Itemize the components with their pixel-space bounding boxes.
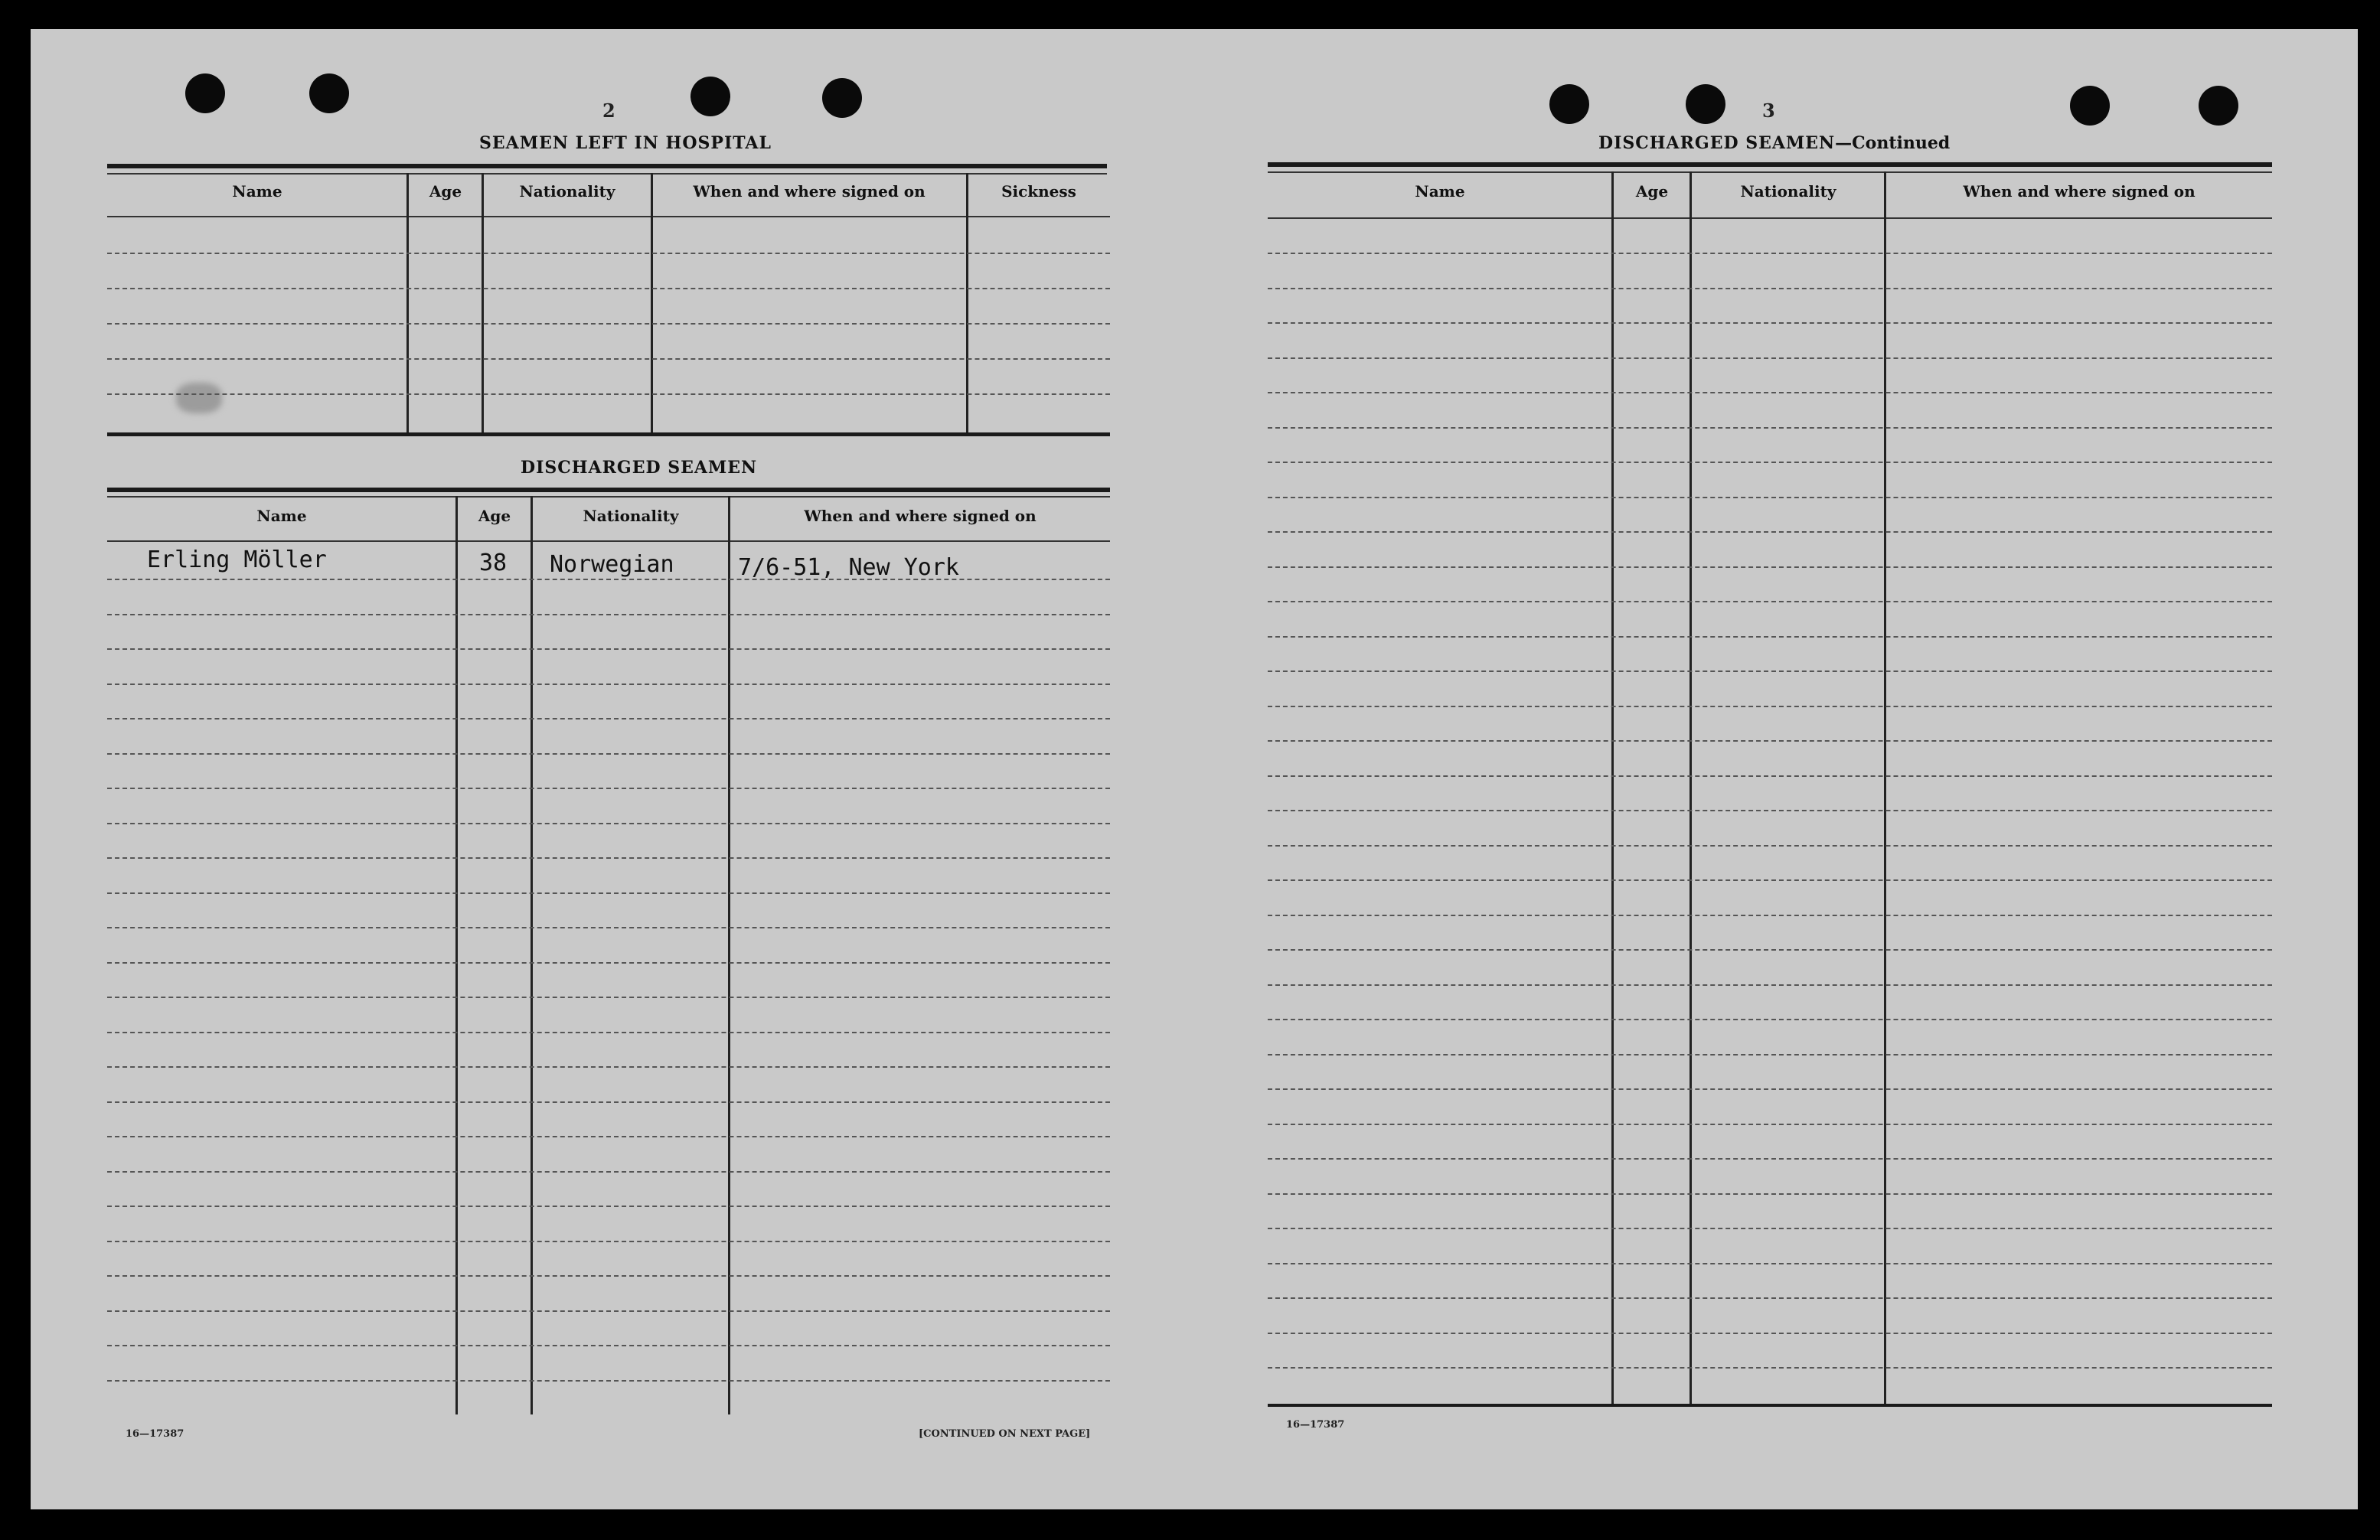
row-rule [107, 788, 1110, 789]
row-rule [107, 1066, 1110, 1068]
row-rule [1268, 1228, 2272, 1229]
row-rule [1268, 949, 2272, 951]
row-rule [107, 358, 1110, 360]
divider [107, 164, 1107, 168]
row-rule [1268, 1333, 2272, 1334]
title-suffix: —Continued [1835, 133, 1951, 153]
row-rule [1268, 601, 2272, 602]
row-rule [1268, 392, 2272, 393]
row-rule [107, 393, 1110, 395]
divider [107, 173, 1107, 175]
row-rule [107, 997, 1110, 998]
row-rule [1268, 706, 2272, 707]
discharged-section-title: DISCHARGED SEAMEN [521, 458, 758, 478]
row-rule [1268, 1263, 2272, 1264]
seaman-signed-on: 7/6-51, New York [738, 554, 959, 581]
row-rule [1268, 1158, 2272, 1160]
row-rule [107, 927, 1110, 928]
row-rule [1268, 810, 2272, 811]
form-number: 16—17387 [1286, 1419, 1345, 1431]
row-rule [107, 1380, 1110, 1382]
column-header-name: Name [232, 182, 282, 201]
row-rule [107, 684, 1110, 685]
row-rule [107, 1275, 1110, 1277]
row-rule [1268, 1193, 2272, 1195]
divider [1268, 171, 2272, 173]
row-rule [1268, 636, 2272, 638]
column-header-age: Age [1635, 182, 1669, 201]
form-number: 16—17387 [126, 1428, 184, 1440]
column-header-sickness: Sickness [1001, 182, 1076, 201]
row-rule [1268, 253, 2272, 254]
row-rule [1268, 740, 2272, 742]
punch-hole [309, 73, 349, 113]
column-header-signed-on: When and where signed on [693, 182, 926, 201]
row-rule [107, 892, 1110, 894]
column-header-nationality: Nationality [583, 507, 679, 525]
row-rule [107, 1310, 1110, 1312]
row-rule [107, 1345, 1110, 1346]
row-rule [1268, 1367, 2272, 1369]
punch-hole [185, 73, 225, 113]
row-rule [107, 823, 1110, 824]
divider [1268, 162, 2272, 167]
row-rule [107, 857, 1110, 859]
row-rule [107, 1101, 1110, 1103]
row-rule [1268, 915, 2272, 916]
row-rule [1268, 427, 2272, 429]
punch-hole [1549, 84, 1589, 124]
row-rule [107, 253, 1110, 254]
row-rule [1268, 531, 2272, 533]
row-rule [1268, 497, 2272, 498]
punch-hole [690, 77, 730, 116]
row-rule [1268, 845, 2272, 847]
punch-hole [2199, 86, 2238, 126]
column-header-age: Age [429, 182, 462, 201]
row-rule [1268, 670, 2272, 672]
row-rule [1268, 1124, 2272, 1125]
page-number: 2 [602, 100, 615, 122]
row-rule [1268, 984, 2272, 986]
seaman-age: 38 [479, 550, 508, 576]
seaman-name: Erling Möller [147, 547, 327, 573]
row-rule [1268, 462, 2272, 463]
row-rule [107, 323, 1110, 325]
row-rule [1268, 1088, 2272, 1090]
column-header-name: Name [1415, 182, 1465, 201]
column-header-signed-on: When and where signed on [804, 507, 1037, 525]
column-header-signed-on: When and where signed on [1963, 182, 2196, 201]
row-rule [1268, 357, 2272, 359]
column-header-nationality: Nationality [1740, 182, 1836, 201]
divider [107, 432, 1110, 436]
punch-hole [1686, 84, 1725, 124]
row-rule [1268, 1054, 2272, 1055]
punch-hole [822, 78, 862, 118]
column-header-name: Name [256, 507, 307, 525]
row-rule [1268, 566, 2272, 568]
ink-smudge [176, 383, 222, 413]
row-rule [107, 1241, 1110, 1242]
header-underline [107, 540, 1110, 542]
row-rule [107, 1032, 1110, 1033]
column-divider [728, 496, 730, 1414]
row-rule [1268, 322, 2272, 324]
page-number: 3 [1762, 100, 1775, 122]
row-rule [107, 1171, 1110, 1173]
title-text: DISCHARGED SEAMEN [1598, 133, 1836, 153]
divider [107, 488, 1110, 492]
divider [1268, 1404, 2272, 1407]
punch-hole [2070, 86, 2110, 126]
header-underline [1268, 217, 2272, 219]
row-rule [107, 718, 1110, 719]
row-rule [107, 579, 1110, 580]
row-rule [107, 753, 1110, 755]
row-rule [1268, 775, 2272, 777]
column-header-age: Age [478, 507, 511, 525]
seaman-nationality: Norwegian [550, 551, 674, 578]
column-divider [455, 496, 458, 1414]
discharged-continued-title [1598, 133, 1950, 153]
document-sheet [31, 29, 2358, 1509]
row-rule [1268, 288, 2272, 289]
row-rule [107, 614, 1110, 615]
header-underline [107, 216, 1110, 217]
divider [107, 496, 1110, 498]
row-rule [107, 1136, 1110, 1137]
column-divider [531, 496, 533, 1414]
row-rule [107, 288, 1110, 289]
row-rule [1268, 1019, 2272, 1020]
row-rule [1268, 1297, 2272, 1299]
row-rule [107, 648, 1110, 650]
continued-note: [CONTINUED ON NEXT PAGE] [919, 1428, 1091, 1440]
row-rule [107, 1206, 1110, 1207]
hospital-section-title: SEAMEN LEFT IN HOSPITAL [479, 133, 772, 153]
row-rule [1268, 879, 2272, 881]
row-rule [107, 962, 1110, 964]
column-header-nationality: Nationality [519, 182, 615, 201]
